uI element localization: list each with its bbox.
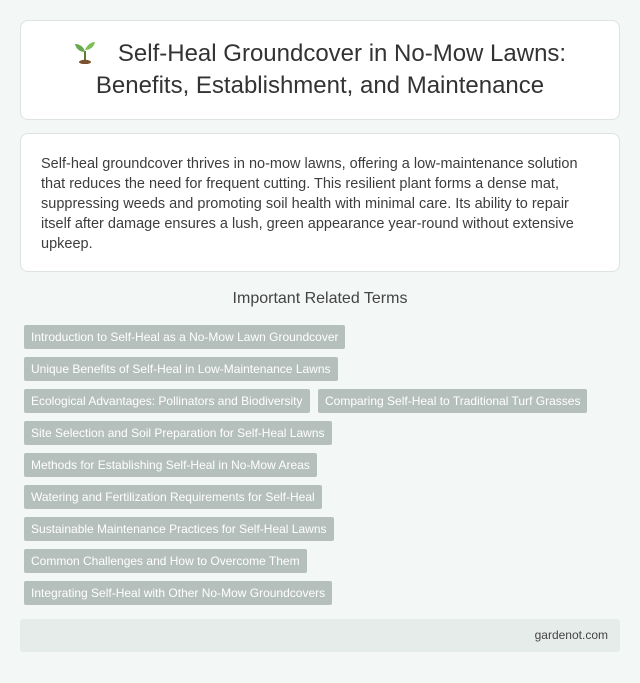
- related-term-tag[interactable]: Common Challenges and How to Overcome Them: [24, 549, 307, 573]
- intro-paragraph: Self-heal groundcover thrives in no-mow lawns, offering a low-maintenance solution that reduces the need for frequent cutting. This resilient plant forms a dense mat, suppressing weeds and promoting soil health with minimal care. Its ability to repair itself after damage ensures a lush, green appearance year-round without extensive upkeep.: [41, 156, 578, 252]
- related-term-tag[interactable]: Site Selection and Soil Preparation for Self-Heal Lawns: [24, 421, 332, 445]
- related-term-tag[interactable]: Methods for Establishing Self-Heal in No-Mow Areas: [24, 453, 317, 477]
- footer-site-link[interactable]: gardenot.com: [534, 628, 608, 642]
- related-term-tag[interactable]: Unique Benefits of Self-Heal in Low-Maintenance Lawns: [24, 357, 338, 381]
- page-title-line-2: Benefits, Establishment, and Maintenance: [95, 72, 545, 99]
- related-term-tag[interactable]: Watering and Fertilization Requirements for Self-Heal: [24, 485, 322, 509]
- title-card: [20, 20, 620, 120]
- related-term-tag[interactable]: Comparing Self-Heal to Traditional Turf Grasses: [318, 389, 587, 413]
- page-title-text-1: Self-Heal Groundcover in No-Mow Lawns:: [117, 40, 567, 67]
- related-term-tag[interactable]: Ecological Advantages: Pollinators and Biodiversity: [24, 389, 310, 413]
- related-term-tag[interactable]: Introduction to Self-Heal as a No-Mow Lawn Groundcover: [24, 325, 345, 349]
- page-title-line-1: [74, 38, 566, 70]
- footer: [20, 619, 620, 652]
- seedling-icon: [74, 40, 96, 64]
- intro-card: [20, 133, 620, 272]
- related-term-tag[interactable]: Integrating Self-Heal with Other No-Mow Groundcovers: [24, 581, 332, 605]
- related-terms-heading: Important Related Terms: [232, 290, 408, 307]
- related-term-tag[interactable]: Sustainable Maintenance Practices for Self-Heal Lawns: [24, 517, 334, 541]
